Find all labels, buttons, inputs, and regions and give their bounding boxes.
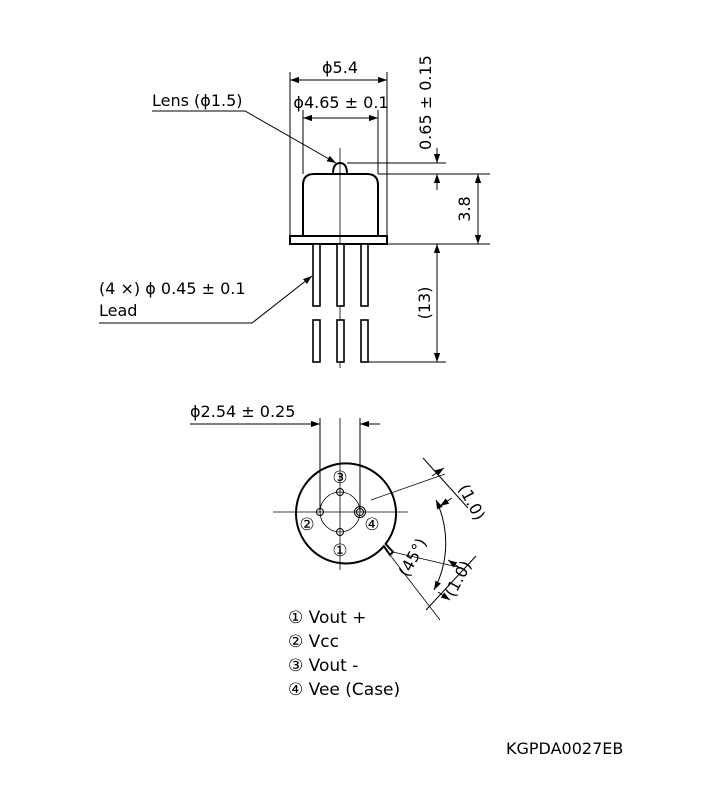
pin-number-1: ① bbox=[332, 541, 348, 561]
lead-spec-line1: (4 ×) ϕ 0.45 ± 0.1 bbox=[99, 279, 246, 298]
outer-diameter-label: ϕ5.4 bbox=[322, 58, 358, 77]
body-height-label: 3.8 bbox=[455, 196, 474, 222]
tab-dim-1-label: (1.0) bbox=[454, 480, 490, 524]
bottom-view bbox=[190, 402, 489, 620]
tab-dim-2-label: (1.0) bbox=[440, 557, 476, 600]
lens-height-label: 0.65 ± 0.15 bbox=[416, 55, 435, 150]
side-view bbox=[99, 55, 490, 368]
lead-spec-line2: Lead bbox=[99, 301, 138, 320]
pin-legend bbox=[288, 608, 400, 700]
pin-legend-item-1: ① Vout + bbox=[288, 608, 367, 628]
pin-legend-item-3: ③ Vout - bbox=[288, 656, 359, 676]
lead-length-label: (13) bbox=[415, 286, 434, 320]
leads bbox=[313, 244, 368, 362]
flange bbox=[290, 236, 387, 244]
pin-legend-item-4: ④ Vee (Case) bbox=[288, 680, 401, 700]
pin-number-3: ③ bbox=[332, 468, 348, 488]
inner-diameter-label: ϕ4.65 ± 0.1 bbox=[293, 93, 389, 112]
pin-circle-diameter-label: ϕ2.54 ± 0.25 bbox=[190, 402, 296, 421]
pin-number-4: ④ bbox=[364, 515, 380, 535]
drawing-code: KGPDA0027EB bbox=[506, 739, 624, 758]
pin-number-2: ② bbox=[299, 515, 315, 535]
pin-legend-item-2: ② Vcc bbox=[288, 632, 339, 652]
cap-body bbox=[303, 174, 378, 236]
lens-label: Lens (ϕ1.5) bbox=[152, 91, 243, 110]
tab-angle-label: (45°) bbox=[394, 534, 431, 580]
